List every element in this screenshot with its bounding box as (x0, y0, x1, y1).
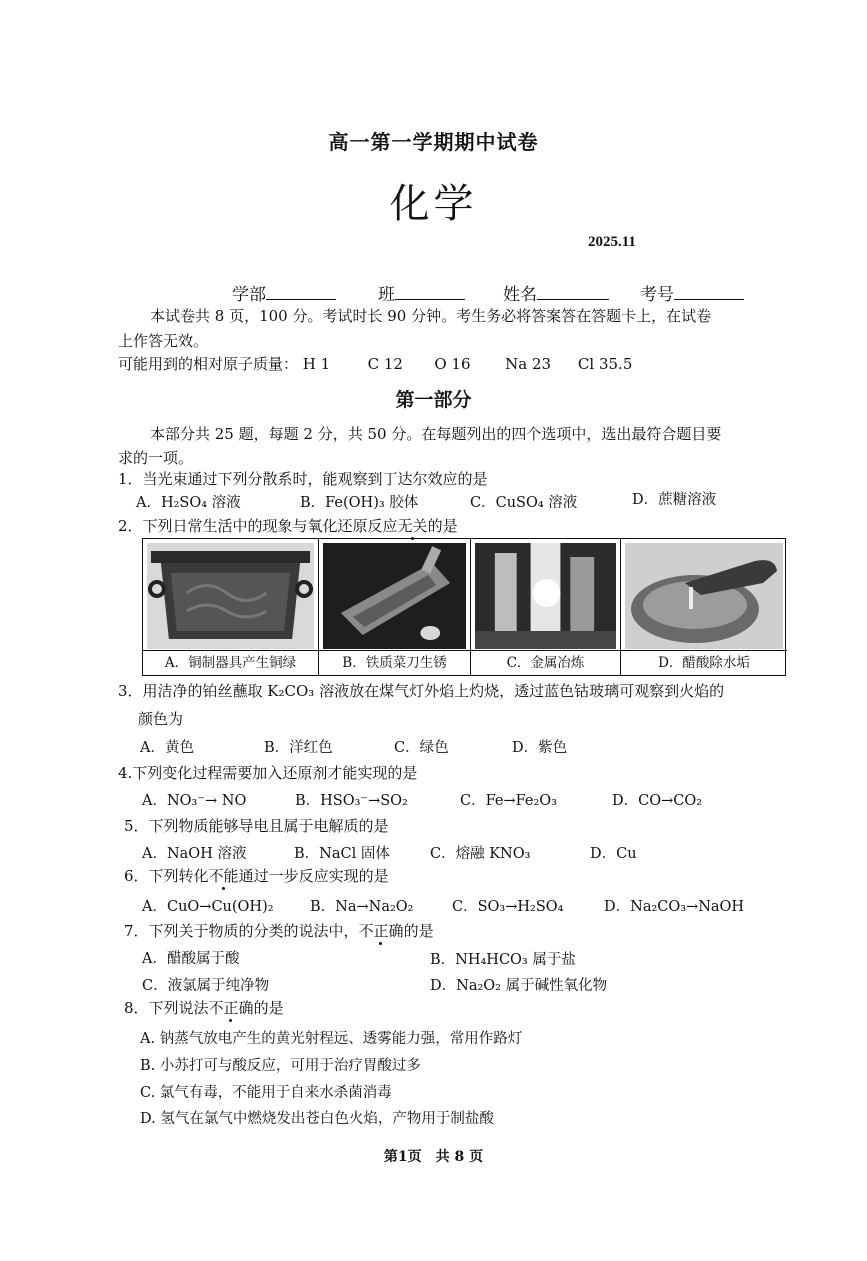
q2-stem: 2．下列日常生活中的现象与氧化还原反应无关的是 (118, 517, 458, 535)
instructions-line2: 上作答无效。 (118, 332, 209, 350)
part-intro-line1: 本部分共 25 题，每题 2 分，共 50 分。在每题列出的四个选项中，选出最符合题目要 (150, 425, 722, 443)
q3-stem-line2: 颜色为 (138, 710, 184, 728)
q2-image-table (142, 538, 786, 676)
q4-option-d: D．CO→CO₂ (612, 793, 703, 809)
atomic-masses: 可能用到的相对原子质量： H 1 C 12 O 16 Na 23 Cl 35.5 (118, 355, 633, 373)
q4-option-b: B．HSO₃⁻→SO₂ (295, 793, 408, 809)
bronze-vessel-photo (147, 543, 314, 649)
q8-option-a: A. 钠蒸气放电产生的黄光射程远、透雾能力强，常用作路灯 (140, 1031, 523, 1047)
q8-option-c: C. 氯气有毒，不能用于自来水杀菌消毒 (140, 1085, 392, 1101)
q8-option-d: D. 氢气在氯气中燃烧发出苍白色火焰，产物用于制盐酸 (140, 1111, 494, 1127)
subject-title: 化学 (389, 181, 478, 227)
q1-option-a: A．H₂SO₄ 溶液 (136, 495, 241, 511)
q2-caption-a: A．铜制器具产生铜绿 (143, 650, 318, 675)
smelting-photo (475, 543, 616, 649)
q2-caption-c: C．金属冶炼 (471, 650, 620, 675)
q8-option-b: B. 小苏打可与酸反应，可用于治疗胃酸过多 (140, 1058, 421, 1074)
q1-option-d: D．蔗糖溶液 (632, 492, 717, 508)
q5-stem: 5．下列物质能够导电且属于电解质的是 (124, 817, 389, 835)
rusty-knife-photo (323, 543, 466, 649)
q7-stem: 7．下列关于物质的分类的说法中，不正确的是 (124, 922, 434, 940)
q4-option-c: C．Fe→Fe₂O₃ (460, 793, 557, 809)
q6-option-b: B．Na→Na₂O₂ (310, 899, 414, 915)
exam-title: 高一第一学期期中试卷 (328, 130, 539, 154)
q1-stem: 1．当光束通过下列分散系时，能观察到丁达尔效应的是 (118, 470, 488, 488)
part-title: 第一部分 (395, 389, 472, 411)
vinegar-descaling-photo (625, 543, 783, 649)
q3-option-a: A．黄色 (140, 740, 194, 756)
page-footer: 第1页 共 8 页 (383, 1149, 484, 1165)
q4-stem: 4.下列变化过程需要加入还原剂才能实现的是 (118, 764, 418, 782)
field-department: 学部 (232, 280, 336, 305)
q1-option-b: B．Fe(OH)₃ 胶体 (300, 495, 419, 511)
part-intro-line2: 求的一项。 (118, 449, 194, 467)
q7-option-c: C．液氯属于纯净物 (142, 978, 270, 994)
q6-stem: 6．下列转化不能通过一步反应实现的是 (124, 867, 389, 885)
q7-option-a: A．醋酸属于酸 (142, 951, 240, 967)
field-name: 姓名 (503, 280, 609, 305)
q3-option-b: B．洋红色 (264, 740, 333, 756)
field-class: 班 (378, 280, 465, 305)
q5-option-c: C．熔融 KNO₃ (430, 846, 531, 862)
q2-cell-d (621, 539, 787, 675)
q6-option-a: A．CuO→Cu(OH)₂ (142, 899, 274, 915)
q5-option-a: A．NaOH 溶液 (142, 846, 247, 862)
q7-option-b: B．NH₄HCO₃ 属于盐 (430, 952, 576, 968)
q6-option-c: C．SO₃→H₂SO₄ (452, 899, 564, 915)
q2-cell-c (471, 539, 621, 675)
q7-option-d: D．Na₂O₂ 属于碱性氧化物 (430, 978, 608, 994)
q6-option-d: D．Na₂CO₃→NaOH (604, 899, 745, 915)
q3-stem-line1: 3．用洁净的铂丝蘸取 K₂CO₃ 溶液放在煤气灯外焰上灼烧，透过蓝色钴玻璃可观察到火焰的 (118, 682, 725, 700)
q2-caption-b: B．铁质菜刀生锈 (319, 650, 470, 675)
q3-option-c: C．绿色 (394, 740, 449, 756)
q3-option-d: D．紫色 (512, 740, 568, 756)
q8-stem: 8．下列说法不正确的是 (124, 999, 284, 1017)
q2-cell-a (143, 539, 319, 675)
q2-caption-d: D．醋酸除水垢 (621, 650, 787, 675)
q2-cell-b (319, 539, 471, 675)
q4-option-a: A．NO₃⁻→ NO (142, 793, 247, 809)
q5-option-b: B．NaCl 固体 (294, 846, 390, 862)
field-exam-number: 考号 (640, 280, 744, 305)
q5-option-d: D．Cu (590, 846, 637, 862)
q1-option-c: C．CuSO₄ 溶液 (470, 495, 578, 511)
instructions-line1: 本试卷共 8 页，100 分。考试时长 90 分钟。考生务必将答案答在答题卡上，在试卷 (150, 307, 712, 325)
exam-date: 2025.11 (588, 234, 636, 250)
